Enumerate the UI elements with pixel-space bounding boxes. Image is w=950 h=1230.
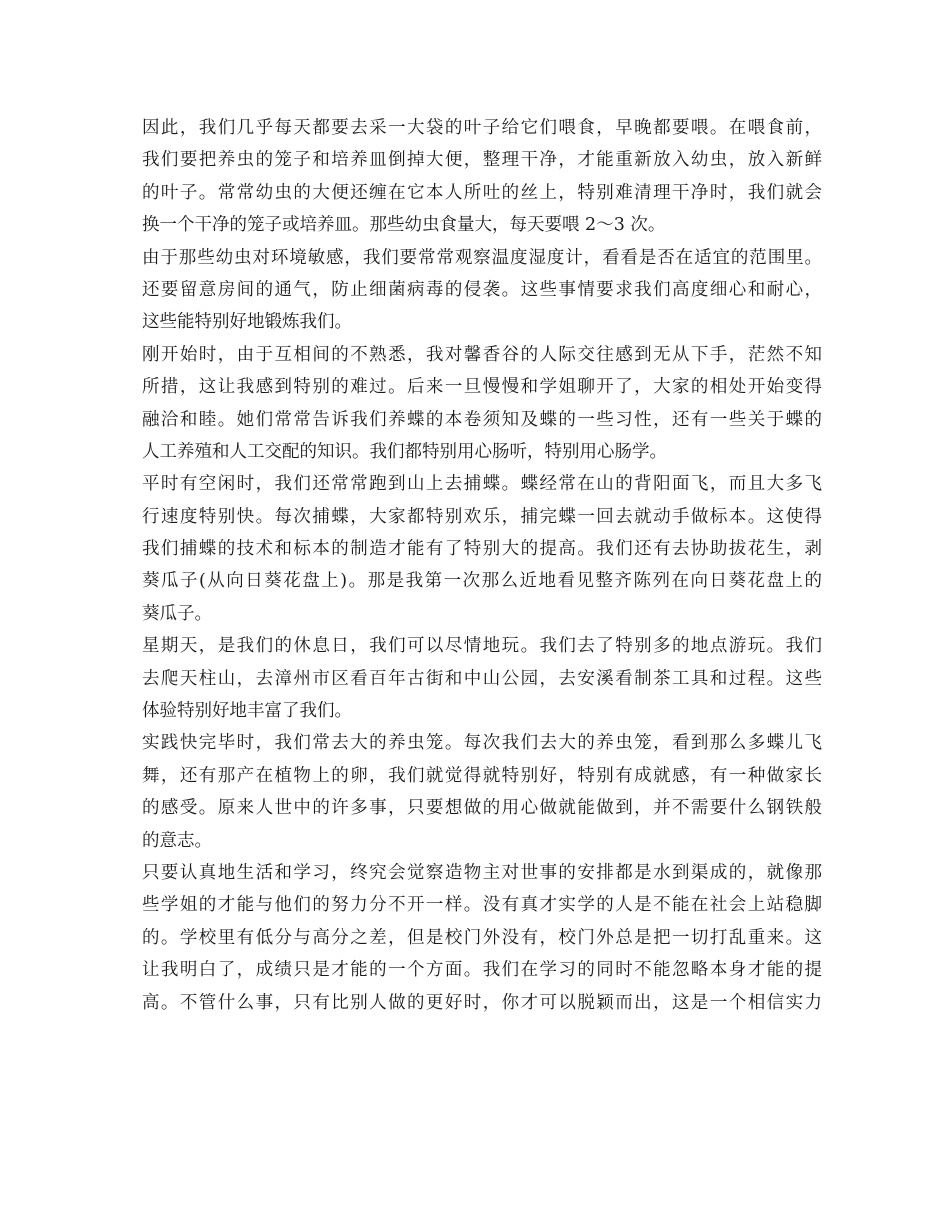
text-line: 去爬天柱山，去漳州市区看百年古街和中山公园，去安溪看制茶工具和过程。这些 [142,668,822,689]
text-line: 体验特别好地丰富了我们。 [142,701,352,722]
document-body [142,112,822,1019]
text-line: 实践快完毕时，我们常去大的养虫笼。每次我们去大的养虫笼，看到那么多蝶儿飞 [142,733,822,754]
text-line: 高。不管什么事，只有比别人做的更好时，你才可以脱颖而出，这是一个相信实力 [142,992,822,1013]
text-line: 我们捕蝶的技术和标本的制造才能有了特别大的提高。我们还有去协助拔花生，剥 [142,539,822,560]
text-line: 星期天，是我们的休息日，我们可以尽情地玩。我们去了特别多的地点游玩。我们 [142,636,822,657]
text-line: 的意志。 [142,830,212,851]
text-line: 的感受。原来人世中的许多事，只要想做的用心做就能做到，并不需要什么钢铁般 [142,798,822,819]
text-line: 葵瓜子。 [142,603,212,624]
text-line: 的叶子。常常幼虫的大便还缠在它本人所吐的丝上，特别难清理干净时，我们就会 [142,182,822,203]
text-line: 平时有空闲时，我们还常常跑到山上去捕蝶。蝶经常在山的背阳面飞，而且大多飞 [142,474,822,495]
text-line: 些学姐的才能与他们的努力分不开一样。没有真才实学的人是不能在社会上站稳脚 [142,895,822,916]
text-line: 换一个干净的笼子或培养皿。那些幼虫食量大，每天要喂 2～3 次。 [142,215,666,236]
text-line: 葵瓜子(从向日葵花盘上)。那是我第一次那么近地看见整齐陈列在向日葵花盘上的 [142,571,822,592]
text-line: 舞，还有那产在植物上的卵，我们就觉得就特别好，特别有成就感，有一种做家长 [142,765,822,786]
text-line: 由于那些幼虫对环境敏感，我们要常常观察温度湿度计，看看是否在适宜的范围里。 [142,247,822,268]
text-line: 行速度特别快。每次捕蝶，大家都特别欢乐，捕完蝶一回去就动手做标本。这使得 [142,506,822,527]
text-line: 只要认真地生活和学习，终究会觉察造物主对世事的安排都是水到渠成的，就像那 [142,862,822,883]
text-line: 刚开始时，由于互相间的不熟悉，我对馨香谷的人际交往感到无从下手，茫然不知 [142,344,822,365]
text-line: 的。学校里有低分与高分之差，但是校门外没有，校门外总是把一切打乱重来。这 [142,927,822,948]
text-line: 我们要把养虫的笼子和培养皿倒掉大便，整理干净，才能重新放入幼虫，放入新鲜 [142,150,822,171]
text-line: 所措，这让我感到特别的难过。后来一旦慢慢和学姐聊开了，大家的相处开始变得 [142,377,822,398]
text-line: 这些能特别好地锻炼我们。 [142,312,352,333]
text-line: 人工养殖和人工交配的知识。我们都特别用心肠听，特别用心肠学。 [142,441,667,462]
text-line: 因此，我们几乎每天都要去采一大袋的叶子给它们喂食，早晚都要喂。在喂食前， [142,118,822,138]
text-line: 还要留意房间的通气，防止细菌病毒的侵袭。这些事情要求我们高度细心和耐心， [142,279,822,300]
text-line: 融洽和睦。她们常常告诉我们养蝶的本卷须知及蝶的一些习性，还有一些关于蝶的 [142,409,822,430]
text-line: 让我明白了，成绩只是才能的一个方面。我们在学习的同时不能忽略本身才能的提 [142,960,822,981]
